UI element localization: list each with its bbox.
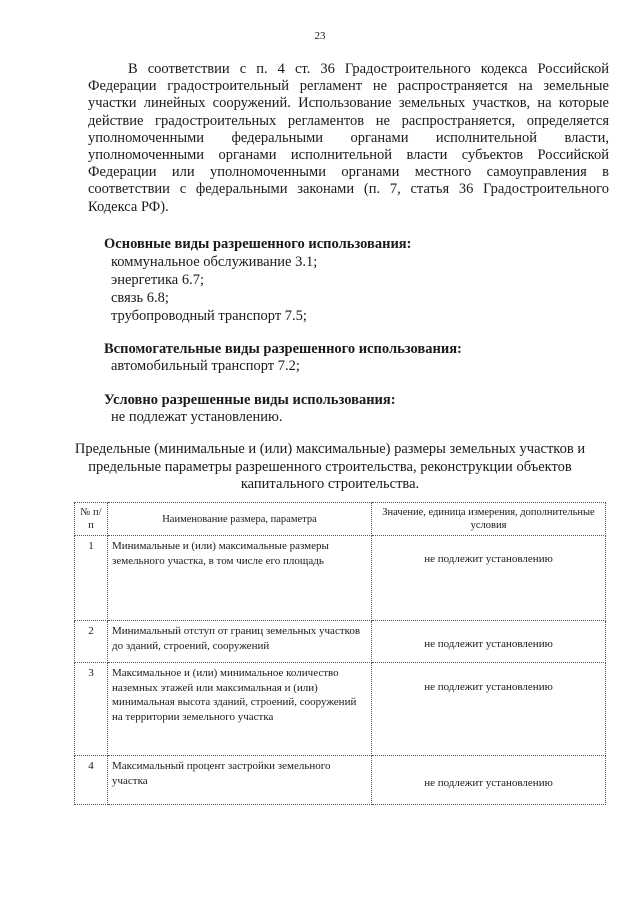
- header-name: Наименование размера, параметра: [108, 503, 372, 536]
- row-value: не подлежит установлению: [424, 553, 553, 565]
- table-row: [75, 536, 606, 621]
- row-num: 2: [75, 621, 108, 663]
- page-number: 23: [314, 30, 326, 42]
- auxiliary-use-item: автомобильный транспорт 7.2;: [111, 358, 300, 374]
- table-row: [75, 621, 606, 663]
- parameters-table: [74, 502, 606, 805]
- header-num: № п/п: [75, 503, 108, 536]
- row-name: Минимальный отступ от границ земельных участков до зданий, строений, сооружений: [108, 621, 372, 663]
- header-value: Значение, единица измерения, дополнительные условия: [372, 503, 606, 536]
- auxiliary-uses-heading: Вспомогательные виды разрешенного использования:: [104, 341, 462, 357]
- conditional-use-item: не подлежат установлению.: [111, 409, 283, 425]
- row-num: 4: [75, 756, 108, 805]
- row-value: не подлежит установлению: [424, 777, 553, 789]
- row-name: Максимальный процент застройки земельного участка: [108, 756, 372, 805]
- row-num: 3: [75, 663, 108, 756]
- row-value-cell: [372, 621, 606, 663]
- main-use-item: трубопроводный транспорт 7.5;: [111, 308, 307, 324]
- main-uses-heading: Основные виды разрешенного использования:: [104, 236, 412, 252]
- table-row: [75, 663, 606, 756]
- main-use-item: коммунальное обслуживание 3.1;: [111, 254, 318, 270]
- row-value: не подлежит установлению: [424, 638, 553, 650]
- intro-paragraph-text: В соответствии с п. 4 ст. 36 Градостроительного кодекса Российской Федерации градостроительный регламент не распространяется на земельные участки линейных сооружений. Использование земельных участков, на которые действие градостроительных регламентов не распространяется, определяется уполномоченными федеральными органами исполнительной власти, уполномоченными органами исполнительной власти субъектов Российской Федерации или уполномоченными органами местного самоуправления в соответствии с федеральными законами (п. 7, статья 36 Градостроительного Кодекса РФ).: [88, 61, 609, 215]
- row-name: Минимальные и (или) максимальные размеры земельного участка, в том числе его площадь: [108, 536, 372, 621]
- conditional-uses-heading: Условно разрешенные виды использования:: [104, 392, 396, 408]
- row-name: Максимальное и (или) минимальное количество наземных этажей или максимальная и (или) минимальная высота зданий, строений, сооружений на территории земельного участка: [108, 663, 372, 756]
- table-title: Предельные (минимальные и (или) максимальные) размеры земельных участков и предельные параметры разрешенного строительства, реконструкции объектов капитального строительства.: [74, 441, 586, 492]
- table-header-row: [75, 503, 606, 536]
- row-value-cell: [372, 756, 606, 805]
- main-use-item: энергетика 6.7;: [111, 272, 204, 288]
- row-value-cell: [372, 536, 606, 621]
- row-num: 1: [75, 536, 108, 621]
- intro-paragraph: [88, 61, 609, 216]
- row-value: не подлежит установлению: [424, 681, 553, 693]
- row-value-cell: [372, 663, 606, 756]
- main-use-item: связь 6.8;: [111, 290, 169, 306]
- table-row: [75, 756, 606, 805]
